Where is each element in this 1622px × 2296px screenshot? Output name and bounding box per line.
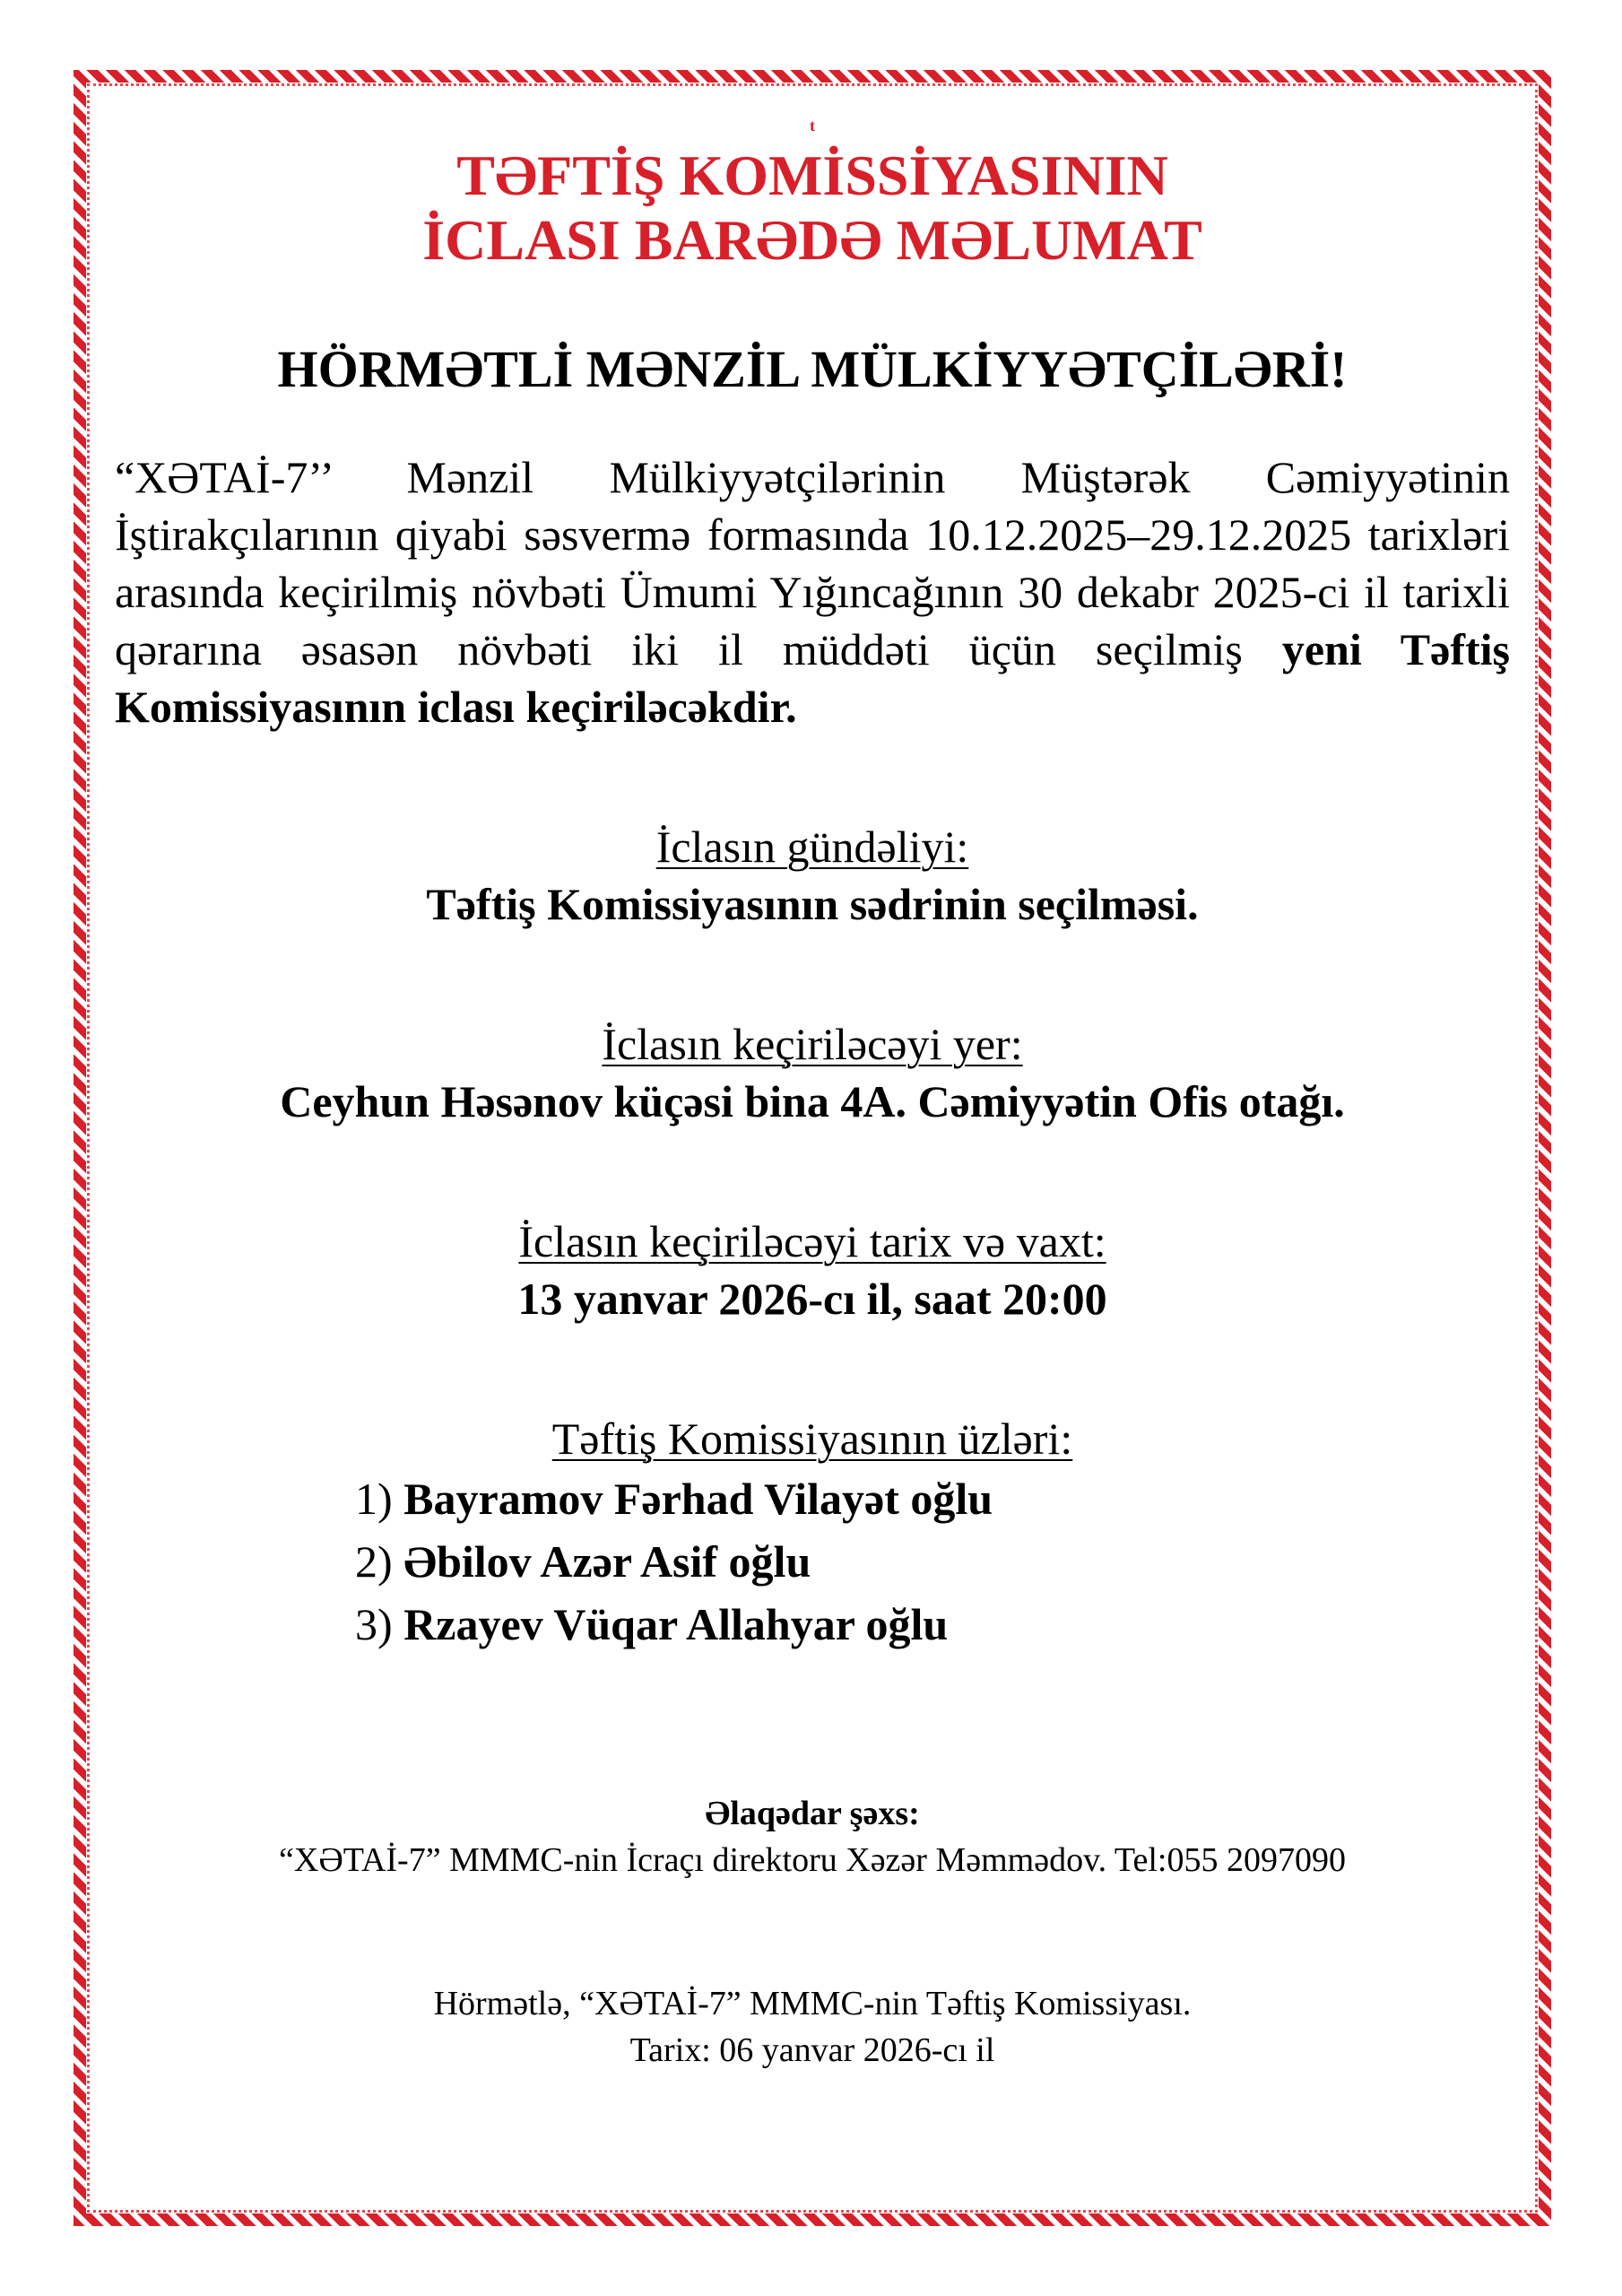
intro-paragraph [115, 448, 1510, 735]
contact-section [115, 1790, 1510, 1883]
contact-text: “XƏTAİ-7” MMMC-nin İcraçı direktoru Xəzər Məmmədov. Tel:055 2097090 [279, 1841, 1346, 1879]
datetime-value: 13 yanvar 2026-cı il, saat 20:00 [517, 1274, 1107, 1324]
signature-section [115, 1980, 1510, 2074]
signature-date: Tarix: 06 yanvar 2026-cı il [629, 2031, 995, 2069]
top-mark: t [810, 117, 815, 135]
notice-document [115, 117, 1510, 2074]
intro-bold-text: yeni Təftiş Komissiyasının iclası keçiriləcəkdir. [115, 624, 1511, 732]
member-name: Rzayev Vüqar Allahyar oğlu [403, 1599, 949, 1649]
title-line-1: TƏFTİŞ KOMİSSİYASININ [456, 144, 1168, 207]
list-item [355, 1530, 1510, 1593]
agenda-label: İclasın gündəliyi: [655, 822, 969, 872]
datetime-label: İclasın keçiriləcəyi tarix və vaxt: [518, 1216, 1106, 1266]
agenda-section [115, 818, 1510, 933]
list-item [355, 1467, 1510, 1530]
list-item [355, 1593, 1510, 1656]
datetime-section [115, 1213, 1510, 1327]
member-number: 3) [355, 1599, 393, 1649]
member-number: 1) [355, 1474, 393, 1524]
member-name: Bayramov Fərhad Vilayət oğlu [403, 1474, 993, 1524]
greeting-heading: HÖRMƏTLİ MƏNZİL MÜLKİYYƏTÇİLƏRİ! [277, 340, 1348, 398]
signature-line-1: Hörmətlə, “XƏTAİ-7” MMMC-nin Təftiş Komissiyası. [433, 1985, 1192, 2022]
location-value: Ceyhun Həsənov küçəsi bina 4A. Cəmiyyətin Ofis otağı. [280, 1076, 1345, 1126]
title-line-2: İCLASI BARƏDƏ MƏLUMAT [422, 208, 1202, 272]
members-list [355, 1467, 1510, 1656]
contact-label: Əlaqədar şəxs: [705, 1795, 920, 1832]
members-section [115, 1410, 1510, 1467]
location-label: İclasın keçiriləcəyi yer: [602, 1019, 1023, 1069]
location-section [115, 1015, 1510, 1130]
member-number: 2) [355, 1536, 393, 1587]
member-name: Əbilov Azər Asif oğlu [403, 1536, 811, 1587]
intro-text: “XƏTAİ-7’’ Mənzil Mülkiyyətçilərinin Müştərək Cəmiyyətinin İştirakçılarının qiyabi səsvermə formasında 10.12.2025–29.12.2025 tarixləri arasında keçirilmiş növbəti Ümumi Yığıncağının 30 dekabr 2025-ci il tarixli qərarına əsasən növbəti iki il müddəti üçün seçilmiş [115, 452, 1510, 674]
agenda-value: Təftiş Komissiyasının sədrinin seçilməsi. [426, 879, 1199, 929]
members-label: Təftiş Komissiyasının üzləri: [551, 1413, 1073, 1464]
